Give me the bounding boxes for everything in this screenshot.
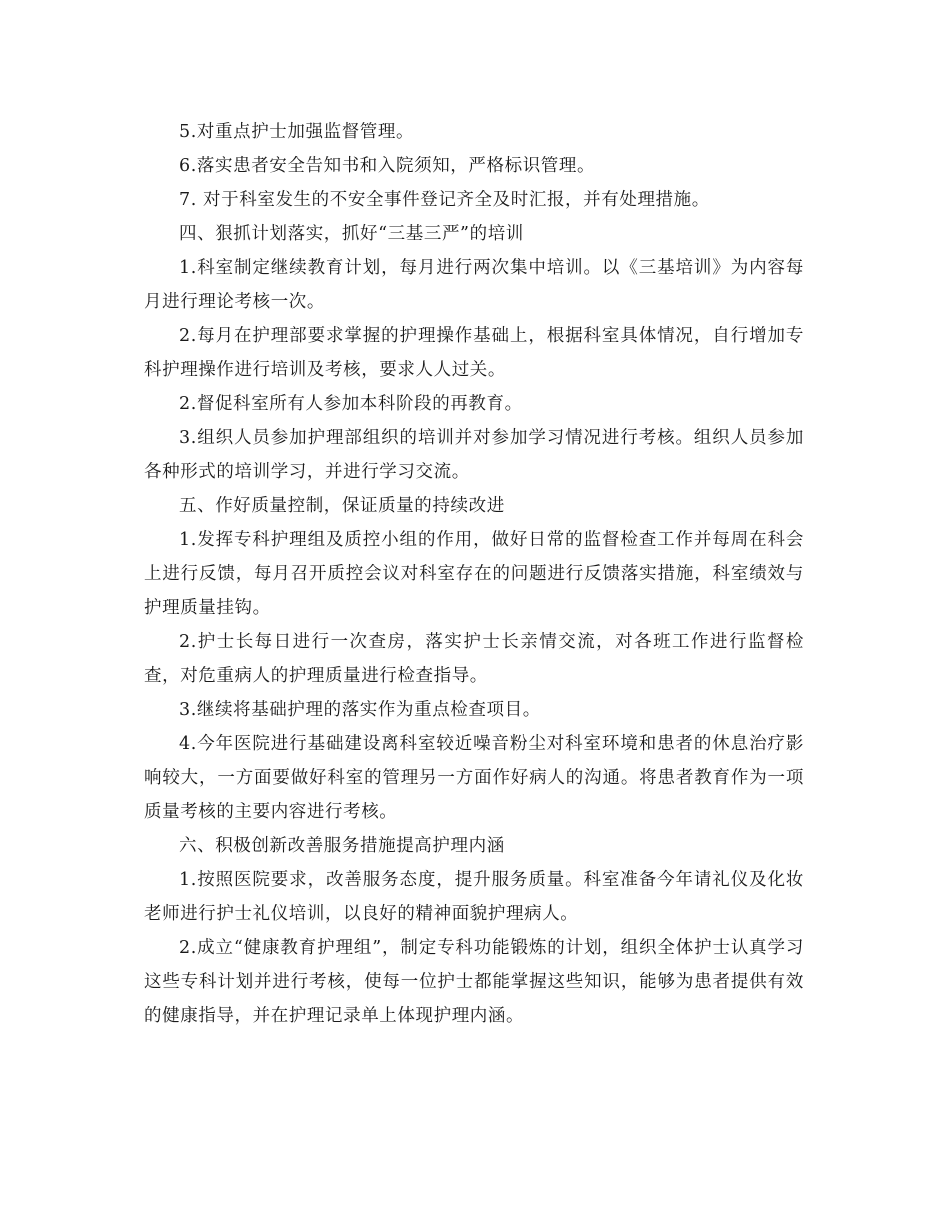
list-item-specialty-operations: 2.每月在护理部要求掌握的护理操作基础上，根据科室具体情况，自行增加专科护理操作进行培训及考核，要求人人过关。	[144, 326, 804, 380]
list-item-quality-groups: 1.发挥专科护理组及质控小组的作用，做好日常的监督检查工作并每周在科会上进行反馈，每月召开质控会议对科室存在的问题进行反馈落实措施，科室绩效与护理质量挂钩。	[144, 530, 804, 618]
section-heading-service-innovation: 六、积极创新改善服务措施提高护理内涵	[179, 836, 505, 856]
section-heading-quality-control: 五、作好质量控制，保证质量的持续改进	[179, 496, 505, 516]
list-item-health-education-group: 2.成立“健康教育护理组”，制定专科功能锻炼的计划，组织全体护士认真学习这些专科计划并进行考核，使每一位护士都能掌握这些知识，能够为患者提供有效的健康指导，并在护理记录单上体现护理内涵。	[144, 938, 804, 1026]
list-item-7-incident-reporting: 7. 对于科室发生的不安全事件登记齐全及时汇报，并有处理措施。	[179, 190, 710, 210]
list-item-5-supervise-key-nurses: 5.对重点护士加强监督管理。	[179, 122, 415, 142]
list-item-6-safety-notice: 6.落实患者安全告知书和入院须知，严格标识管理。	[179, 156, 596, 176]
list-item-training-plan: 1.科室制定继续教育计划，每月进行两次集中培训。以《三基培训》为内容每月进行理论考核一次。	[144, 258, 804, 312]
list-item-basic-care-checks: 3.继续将基础护理的落实作为重点检查项目。	[179, 700, 541, 720]
list-item-further-education: 2.督促科室所有人参加本科阶段的再教育。	[179, 394, 523, 414]
list-item-etiquette-training: 1.按照医院要求，改善服务态度，提升服务质量。科室准备今年请礼仪及化妆老师进行护士礼仪培训，以良好的精神面貌护理病人。	[144, 870, 804, 924]
document-body	[144, 115, 804, 1033]
list-item-construction-noise: 4.今年医院进行基础建设离科室较近噪音粉尘对科室环境和患者的休息治疗影响较大，一方面要做好科室的管理另一方面作好病人的沟通。将患者教育作为一项质量考核的主要内容进行考核。	[144, 734, 804, 822]
list-item-organize-training: 3.组织人员参加护理部组织的培训并对参加学习情况进行考核。组织人员参加各种形式的培训学习，并进行学习交流。	[144, 428, 804, 482]
section-heading-training: 四、狠抓计划落实，抓好“三基三严”的培训	[179, 224, 524, 244]
list-item-daily-rounds: 2.护士长每日进行一次查房，落实护士长亲情交流，对各班工作进行监督检查，对危重病人的护理质量进行检查指导。	[144, 632, 804, 686]
